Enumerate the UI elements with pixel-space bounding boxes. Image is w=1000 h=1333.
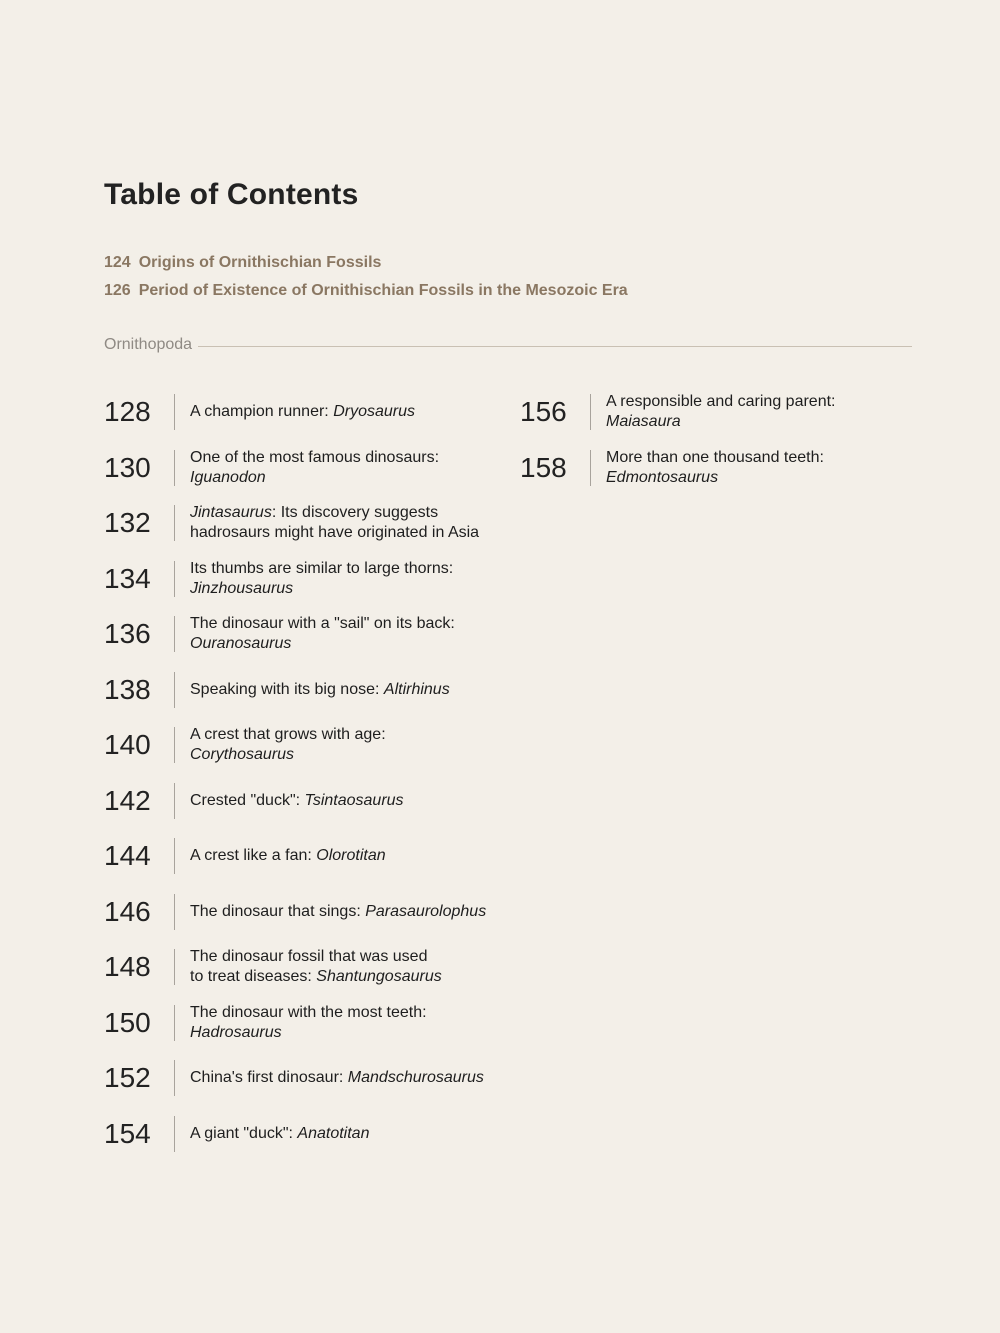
title-text: A giant "duck": <box>190 1124 298 1142</box>
toc-entry-divider <box>174 1116 175 1152</box>
dinosaur-name: Olorotitan <box>316 847 386 864</box>
title-text: A crest like a fan: <box>190 847 317 864</box>
dinosaur-name: Jinzhousaurus <box>190 579 294 597</box>
title-text: China's first dinosaur: <box>190 1069 348 1086</box>
toc-entry-divider <box>174 505 175 541</box>
page-title: Table of Contents <box>104 178 359 211</box>
toc-entry-divider <box>174 1060 175 1096</box>
toc-page-number: 134 <box>104 562 151 594</box>
toc-entry[interactable] <box>104 947 504 987</box>
toc-entry-title <box>190 402 415 422</box>
toc-entry-title <box>190 725 386 765</box>
intro-item[interactable] <box>104 252 628 280</box>
title-text: A crest that grows with age: <box>190 726 386 743</box>
toc-entry-title-line <box>190 967 442 987</box>
intro-page-number: 124 <box>104 254 131 271</box>
toc-entry-title-line <box>190 503 479 523</box>
dinosaur-name: Hadrosaurus <box>190 1023 282 1041</box>
toc-entry[interactable] <box>104 1058 504 1098</box>
toc-entry[interactable] <box>104 503 504 543</box>
toc-entry[interactable] <box>104 1003 504 1043</box>
toc-entry-divider <box>590 450 591 486</box>
title-text: One of the most famous dinosaurs: <box>190 448 440 466</box>
dinosaur-name: Mandschurosaurus <box>347 1069 484 1086</box>
toc-entry[interactable] <box>104 892 504 932</box>
toc-entry-title-line <box>190 1068 484 1088</box>
toc-entry-title-line <box>606 468 824 488</box>
toc-entry-title <box>190 614 455 654</box>
toc-page-number: 128 <box>104 396 151 427</box>
title-text: The dinosaur with a "sail" on its back: <box>190 615 455 632</box>
toc-entry-divider <box>174 1005 175 1041</box>
toc-entry-title-line <box>190 402 415 422</box>
toc-entry-title-line <box>190 791 404 811</box>
toc-page-number: 132 <box>104 507 151 538</box>
title-text: Speaking with its big nose: <box>190 680 384 698</box>
toc-entry-divider <box>174 727 175 763</box>
toc-entry-title-line <box>190 1003 427 1023</box>
toc-entry[interactable] <box>104 725 504 765</box>
toc-entry-divider <box>174 783 175 819</box>
toc-column-left <box>104 392 504 1169</box>
toc-page-number: 136 <box>104 618 151 649</box>
toc-entry[interactable] <box>104 670 504 710</box>
dinosaur-name: Maiasaura <box>606 413 681 430</box>
dinosaur-name: Dryosaurus <box>333 403 416 420</box>
toc-entry-title-line <box>190 614 455 634</box>
dinosaur-name: Tsintaosaurus <box>304 791 404 809</box>
section-label: Ornithopoda <box>104 336 193 353</box>
title-text: Its thumbs are similar to large thorns: <box>190 559 454 577</box>
intro-page-number: 126 <box>104 282 131 299</box>
dinosaur-name: Altirhinus <box>383 680 450 698</box>
toc-entry-title-line <box>190 579 453 599</box>
title-text: Crested "duck": <box>190 791 305 809</box>
title-text: A responsible and caring parent: <box>606 393 836 410</box>
toc-page-number: 156 <box>520 396 567 427</box>
toc-entry-title-line <box>606 412 835 432</box>
toc-entry-title <box>190 1003 427 1043</box>
toc-entry-title-line <box>606 448 824 468</box>
toc-column-right <box>520 392 920 503</box>
toc-page-number: 158 <box>520 451 567 483</box>
toc-entry-divider <box>174 450 175 486</box>
dinosaur-name: Jintasaurus <box>190 504 272 521</box>
toc-entry[interactable] <box>104 836 504 876</box>
toc-entry[interactable] <box>104 781 504 821</box>
toc-entry-title <box>190 448 439 488</box>
toc-entry-title <box>606 392 835 432</box>
toc-entry-title <box>190 559 453 599</box>
title-text: The dinosaur that sings: <box>190 902 366 920</box>
dinosaur-name: Corythosaurus <box>190 746 295 763</box>
section-divider <box>198 346 912 347</box>
toc-page-number: 140 <box>104 729 151 760</box>
toc-entry[interactable] <box>520 392 920 432</box>
title-text: : Its discovery suggests <box>271 504 439 521</box>
toc-entry-title-line <box>190 1124 369 1144</box>
toc-entry-title-line <box>190 846 386 866</box>
toc-entry-title-line <box>190 468 439 488</box>
toc-page-number: 138 <box>104 673 151 705</box>
toc-entry-divider <box>174 838 175 874</box>
toc-entry-title-line <box>190 523 479 543</box>
toc-entry-title <box>606 448 824 488</box>
toc-entry-title <box>190 791 404 811</box>
toc-entry[interactable] <box>104 392 504 432</box>
toc-entry-title-line <box>190 725 386 745</box>
title-text: More than one thousand teeth: <box>606 448 824 466</box>
toc-entry-title <box>190 846 386 866</box>
toc-entry-divider <box>174 894 175 930</box>
toc-entry-title-line <box>190 448 439 468</box>
toc-entry-title-line <box>190 1023 427 1043</box>
toc-entry-title-line <box>190 745 386 765</box>
toc-entry[interactable] <box>104 614 504 654</box>
toc-entry-divider <box>174 672 175 708</box>
title-text: The dinosaur with the most teeth: <box>190 1003 427 1021</box>
toc-page-number: 144 <box>104 840 151 871</box>
toc-entry-divider <box>174 561 175 597</box>
toc-entry-title-line <box>190 559 453 579</box>
dinosaur-name: Ouranosaurus <box>190 635 292 652</box>
intro-item[interactable] <box>104 280 628 308</box>
toc-page-number: 154 <box>104 1117 151 1149</box>
toc-entry-title-line <box>606 392 835 412</box>
intro-label: Origins of Ornithischian Fossils <box>138 254 382 271</box>
toc-page-number: 146 <box>104 895 151 927</box>
toc-entry-title <box>190 902 486 922</box>
intro-list <box>104 252 628 308</box>
toc-entry-divider <box>174 394 175 430</box>
title-text: to treat diseases: <box>190 968 317 985</box>
toc-entry-title <box>190 503 479 543</box>
toc-entry-divider <box>174 616 175 652</box>
toc-entry-divider <box>590 394 591 430</box>
toc-entry-title <box>190 1068 484 1088</box>
toc-entry-title <box>190 1124 369 1144</box>
toc-page-number: 148 <box>104 951 151 982</box>
toc-entry-title-line <box>190 634 455 654</box>
toc-page-number: 142 <box>104 784 151 816</box>
toc-entry[interactable] <box>520 448 920 488</box>
title-text: hadrosaurs might have originated in Asia <box>190 524 480 541</box>
intro-label: Period of Existence of Ornithischian Fossils in the Mesozoic Era <box>138 282 628 299</box>
toc-entry[interactable] <box>104 1114 504 1154</box>
toc-entry-title-line <box>190 947 442 967</box>
section-header <box>104 336 912 354</box>
toc-entry[interactable] <box>104 559 504 599</box>
toc-entry[interactable] <box>104 448 504 488</box>
toc-entry-title-line <box>190 680 450 700</box>
toc-entry-title-line <box>190 902 486 922</box>
dinosaur-name: Iguanodon <box>190 468 266 486</box>
toc-entry-divider <box>174 949 175 985</box>
toc-page-number: 130 <box>104 451 151 483</box>
toc-entry-title <box>190 680 450 700</box>
toc-page-number: 150 <box>104 1006 151 1038</box>
toc-entry-title <box>190 947 442 987</box>
dinosaur-name: Shantungosaurus <box>316 968 442 985</box>
title-text: The dinosaur fossil that was used <box>190 948 428 965</box>
title-text: A champion runner: <box>190 403 334 420</box>
dinosaur-name: Edmontosaurus <box>606 468 719 486</box>
toc-page-number: 152 <box>104 1062 151 1093</box>
dinosaur-name: Anatotitan <box>297 1124 370 1142</box>
dinosaur-name: Parasaurolophus <box>365 902 487 920</box>
